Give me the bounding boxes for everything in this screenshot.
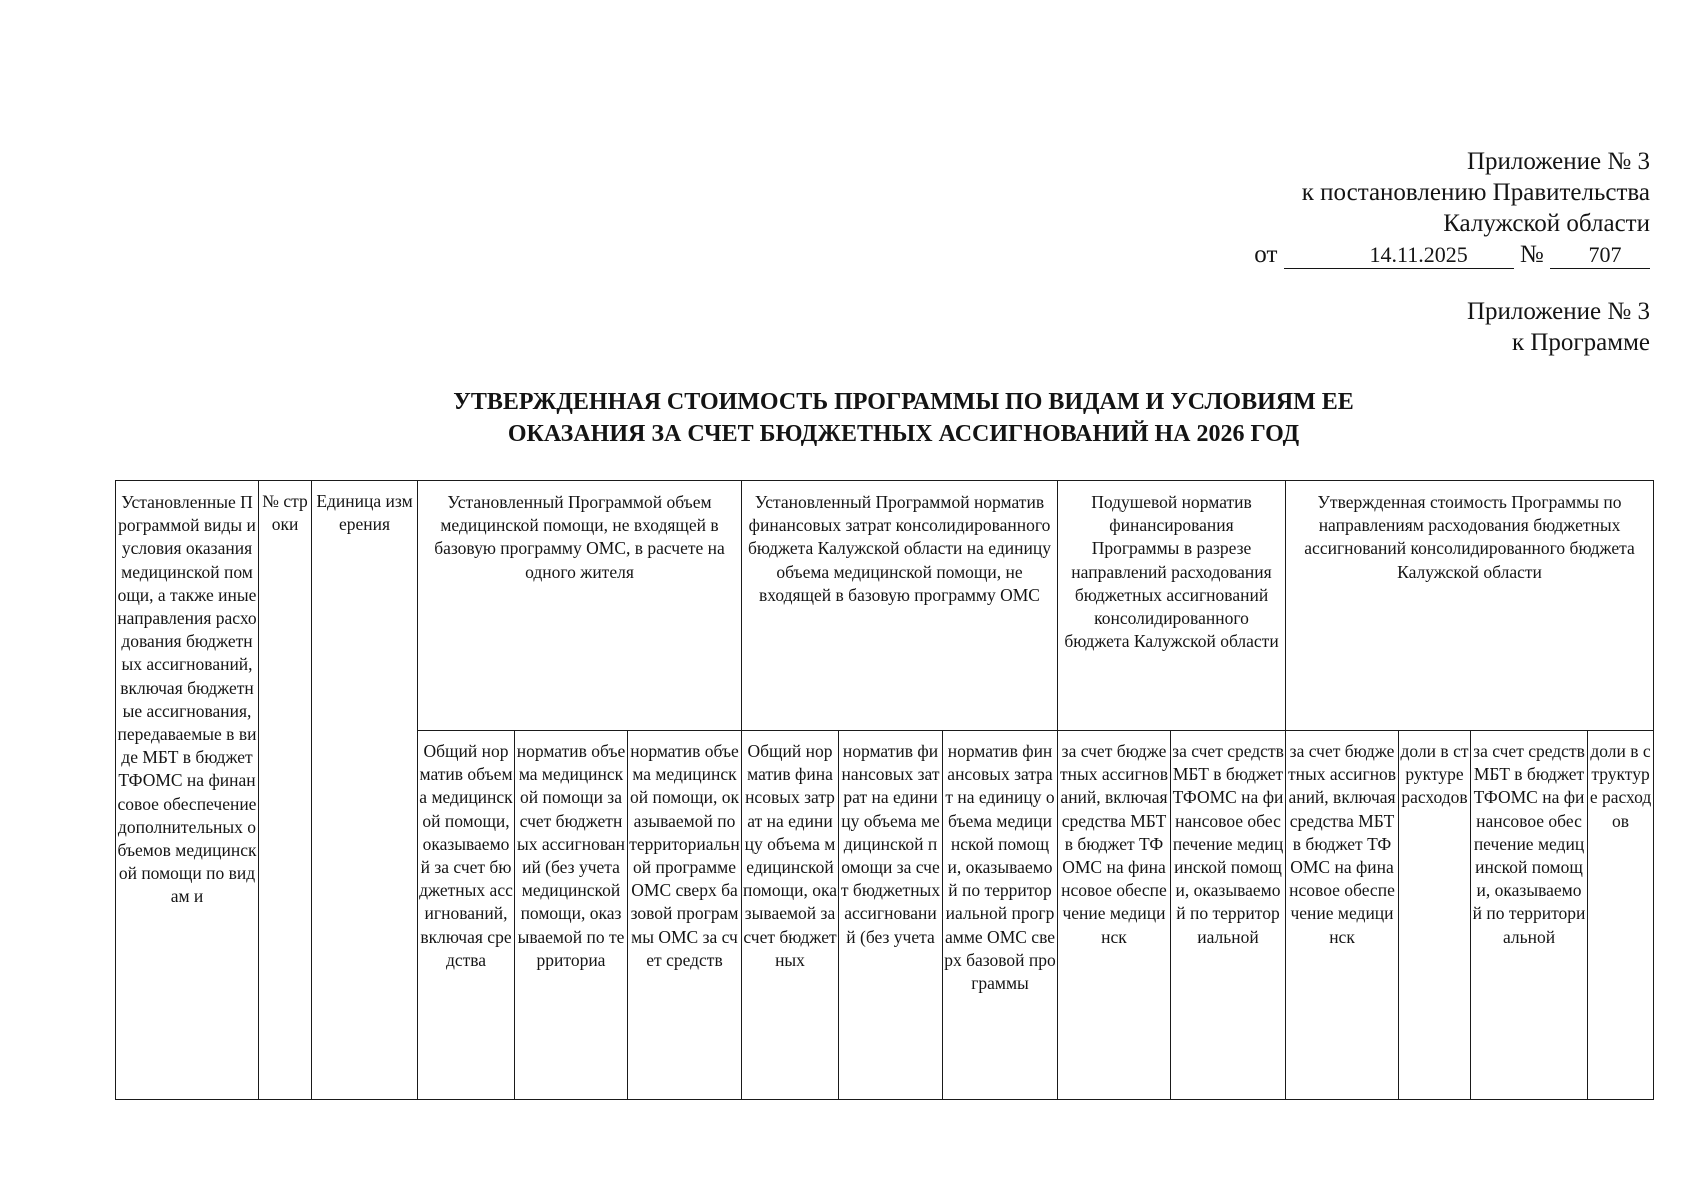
subheader-cost-budget: норматив финансовых затрат на единицу объема медицинской помощи за счет бюджетных ассигнований (без учета <box>839 731 943 1100</box>
date-prefix: от <box>1254 241 1278 268</box>
subheader-cost-mbt: норматив финансовых затрат на единицу объема медицинской помощи, оказываемой по территориальной программе ОМС сверх базовой программы <box>943 731 1058 1100</box>
order-number: 707 <box>1550 242 1650 269</box>
subheader-volume-total: Общий норматив объема медицинской помощи, оказываемой за счет бюджетных ассигнований, включая средства <box>418 731 515 1100</box>
table-header-row-1 <box>116 481 1654 731</box>
appendix-order-region: Калужской области <box>1443 210 1650 237</box>
header-row-number: № строки <box>259 481 312 1100</box>
subheader-cost-total: Общий норматив финансовых затрат на единицу объема медицинской помощи, оказываемой за счет бюджетных <box>742 731 839 1100</box>
order-date: 14.11.2025 <box>1284 242 1514 269</box>
subheader-volume-mbt: норматив объема медицинской помощи, оказываемой по территориальной программе ОМС сверх базовой программы ОМС за счет средств <box>628 731 742 1100</box>
appendix-order-to-line: к постановлению Правительства <box>1301 179 1650 206</box>
document-title-line-1: УТВЕРЖДЕННАЯ СТОИМОСТЬ ПРОГРАММЫ ПО ВИДАМ И УСЛОВИЯМ ЕЕ <box>453 389 1354 415</box>
subheader-approved-mbt: за счет средств МБТ в бюджет ТФОМС на финансовое обеспечение медицинской помощи, оказываемой по территориальной <box>1471 731 1588 1100</box>
appendix-program-to-line: к Программе <box>1511 329 1650 356</box>
document-title-line-2: ОКАЗАНИЯ ЗА СЧЕТ БЮДЖЕТНЫХ АССИГНОВАНИЙ НА 2026 ГОД <box>507 421 1300 447</box>
subheader-approved-budget: за счет бюджетных ассигнований, включая средства МБТ в бюджет ТФОМС на финансовое обеспечение медицинск <box>1286 731 1399 1100</box>
appendix-order-date-line <box>1254 239 1650 270</box>
subheader-approved-share-1: доли в структуре расходов <box>1399 731 1471 1100</box>
header-group-volume: Установленный Программой объем медицинской помощи, не входящей в базовую программу ОМС, в расчете на одного жителя <box>418 481 742 731</box>
document-title <box>0 386 1697 450</box>
header-types-and-conditions: Установленные Программой виды и условия оказания медицинской помощи, а также иные направления расходования бюджетных ассигнований, включая бюджетные ассигнования, передаваемые в виде МБТ в бюджет ТФОМС на финансовое обеспечение дополнительных объемов медицинской помощи по видам и <box>116 481 259 1100</box>
header-unit: Единица измерения <box>312 481 418 1100</box>
number-sign: № <box>1519 241 1544 268</box>
subheader-volume-budget: норматив объема медицинской помощи за счет бюджетных ассигнований (без учета медицинской помощи, оказываемой по территориа <box>515 731 628 1100</box>
header-group-cost-norm: Установленный Программой норматив финансовых затрат консолидированного бюджета Калужской области на единицу объема медицинской помощи, не входящей в базовую программу ОМС <box>742 481 1058 731</box>
header-group-approved-cost: Утвержденная стоимость Программы по направлениям расходования бюджетных ассигнований консолидированного бюджета Калужской области <box>1286 481 1654 731</box>
header-group-per-capita: Подушевой норматив финансирования Программы в разрезе направлений расходования бюджетных ассигнований консолидированного бюджета Калужской области <box>1058 481 1286 731</box>
appendix-order-block <box>1254 146 1650 270</box>
subheader-approved-share-2: доли в структуре расходов <box>1588 731 1654 1100</box>
cost-table-header <box>115 480 1654 1100</box>
subheader-per-capita-mbt: за счет средств МБТ в бюджет ТФОМС на финансовое обеспечение медицинской помощи, оказываемой по территориальной <box>1171 731 1286 1100</box>
appendix-program-block <box>1467 296 1650 358</box>
appendix-order-title: Приложение № 3 <box>1466 148 1650 175</box>
appendix-program-title: Приложение № 3 <box>1466 298 1650 325</box>
subheader-per-capita-budget: за счет бюджетных ассигнований, включая средства МБТ в бюджет ТФОМС на финансовое обеспечение медицинск <box>1058 731 1171 1100</box>
